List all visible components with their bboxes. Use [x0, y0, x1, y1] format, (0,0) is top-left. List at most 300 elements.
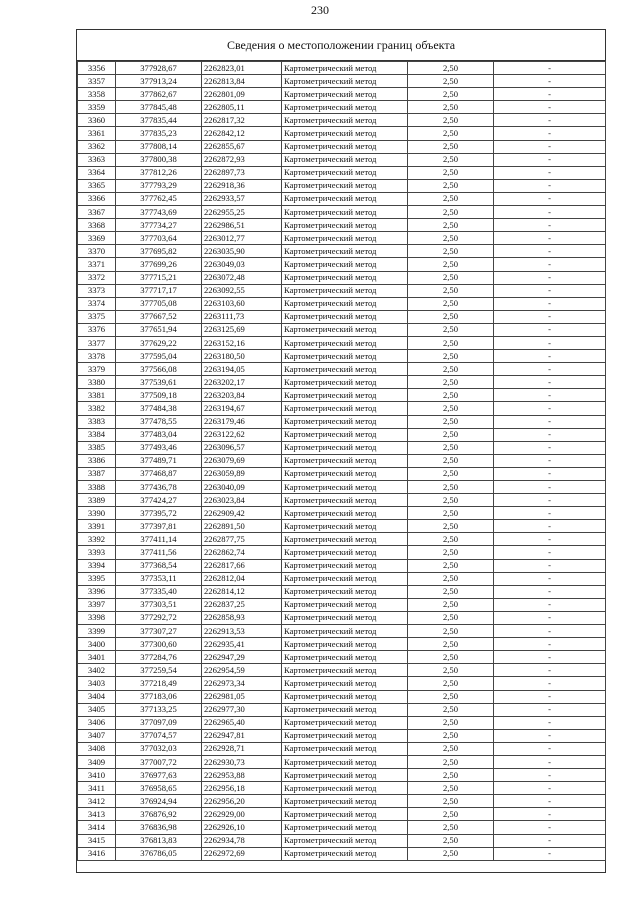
x-coordinate-cell: 377762,45 — [116, 192, 202, 205]
table-row — [78, 520, 606, 533]
description-cell: - — [494, 258, 606, 271]
table-row — [78, 441, 606, 454]
x-coordinate-cell: 377259,54 — [116, 664, 202, 677]
description-cell: - — [494, 140, 606, 153]
x-coordinate-cell: 377629,22 — [116, 336, 202, 349]
x-coordinate-cell: 377743,69 — [116, 206, 202, 219]
x-coordinate-cell: 377489,71 — [116, 454, 202, 467]
description-cell: - — [494, 127, 606, 140]
method-cell: Картометрический метод — [282, 467, 408, 480]
description-cell: - — [494, 546, 606, 559]
point-number-cell: 3402 — [78, 664, 116, 677]
description-cell: - — [494, 664, 606, 677]
point-number-cell: 3363 — [78, 153, 116, 166]
description-cell: - — [494, 520, 606, 533]
method-cell: Картометрический метод — [282, 245, 408, 258]
table-row — [78, 245, 606, 258]
y-coordinate-cell: 2262934,78 — [202, 834, 282, 847]
precision-cell: 2,50 — [408, 611, 494, 624]
table-row — [78, 481, 606, 494]
precision-cell: 2,50 — [408, 585, 494, 598]
y-coordinate-cell: 2262813,84 — [202, 75, 282, 88]
precision-cell: 2,50 — [408, 729, 494, 742]
y-coordinate-cell: 2262817,32 — [202, 114, 282, 127]
x-coordinate-cell: 377835,44 — [116, 114, 202, 127]
point-number-cell: 3414 — [78, 821, 116, 834]
x-coordinate-cell: 377734,27 — [116, 219, 202, 232]
table-row — [78, 795, 606, 808]
point-number-cell: 3376 — [78, 323, 116, 336]
x-coordinate-cell: 377539,61 — [116, 376, 202, 389]
description-cell: - — [494, 428, 606, 441]
precision-cell: 2,50 — [408, 245, 494, 258]
table-row — [78, 729, 606, 742]
method-cell: Картометрический метод — [282, 847, 408, 860]
description-cell: - — [494, 323, 606, 336]
method-cell: Картометрический метод — [282, 415, 408, 428]
y-coordinate-cell: 2262986,51 — [202, 219, 282, 232]
y-coordinate-cell: 2263203,84 — [202, 389, 282, 402]
y-coordinate-cell: 2263049,03 — [202, 258, 282, 271]
x-coordinate-cell: 377651,94 — [116, 323, 202, 336]
y-coordinate-cell: 2262954,59 — [202, 664, 282, 677]
point-number-cell: 3408 — [78, 742, 116, 755]
point-number-cell: 3370 — [78, 245, 116, 258]
y-coordinate-cell: 2263035,90 — [202, 245, 282, 258]
point-number-cell: 3386 — [78, 454, 116, 467]
description-cell: - — [494, 638, 606, 651]
point-number-cell: 3401 — [78, 651, 116, 664]
method-cell: Картометрический метод — [282, 179, 408, 192]
y-coordinate-cell: 2263202,17 — [202, 376, 282, 389]
method-cell: Картометрический метод — [282, 350, 408, 363]
precision-cell: 2,50 — [408, 376, 494, 389]
table-row — [78, 559, 606, 572]
method-cell: Картометрический метод — [282, 140, 408, 153]
x-coordinate-cell: 377667,52 — [116, 310, 202, 323]
x-coordinate-cell: 377424,27 — [116, 494, 202, 507]
y-coordinate-cell: 2262801,09 — [202, 88, 282, 101]
table-row — [78, 297, 606, 310]
description-cell: - — [494, 454, 606, 467]
precision-cell: 2,50 — [408, 546, 494, 559]
description-cell: - — [494, 559, 606, 572]
table-row — [78, 62, 606, 75]
table-row — [78, 533, 606, 546]
y-coordinate-cell: 2262877,75 — [202, 533, 282, 546]
precision-cell: 2,50 — [408, 454, 494, 467]
y-coordinate-cell: 2263103,60 — [202, 297, 282, 310]
description-cell: - — [494, 297, 606, 310]
method-cell: Картометрический метод — [282, 585, 408, 598]
point-number-cell: 3398 — [78, 611, 116, 624]
method-cell: Картометрический метод — [282, 795, 408, 808]
method-cell: Картометрический метод — [282, 546, 408, 559]
boundary-info-frame — [76, 29, 606, 873]
method-cell: Картометрический метод — [282, 782, 408, 795]
precision-cell: 2,50 — [408, 363, 494, 376]
method-cell: Картометрический метод — [282, 441, 408, 454]
description-cell: - — [494, 153, 606, 166]
method-cell: Картометрический метод — [282, 62, 408, 75]
table-row — [78, 101, 606, 114]
precision-cell: 2,50 — [408, 297, 494, 310]
x-coordinate-cell: 377484,38 — [116, 402, 202, 415]
table-row — [78, 821, 606, 834]
x-coordinate-cell: 377928,67 — [116, 62, 202, 75]
description-cell: - — [494, 507, 606, 520]
x-coordinate-cell: 377493,46 — [116, 441, 202, 454]
y-coordinate-cell: 2262891,50 — [202, 520, 282, 533]
x-coordinate-cell: 377300,60 — [116, 638, 202, 651]
y-coordinate-cell: 2262812,04 — [202, 572, 282, 585]
point-number-cell: 3360 — [78, 114, 116, 127]
precision-cell: 2,50 — [408, 62, 494, 75]
x-coordinate-cell: 377183,06 — [116, 690, 202, 703]
y-coordinate-cell: 2262930,73 — [202, 755, 282, 768]
y-coordinate-cell: 2262823,01 — [202, 62, 282, 75]
method-cell: Картометрический метод — [282, 742, 408, 755]
precision-cell: 2,50 — [408, 350, 494, 363]
point-number-cell: 3373 — [78, 284, 116, 297]
point-number-cell: 3369 — [78, 232, 116, 245]
description-cell: - — [494, 271, 606, 284]
method-cell: Картометрический метод — [282, 219, 408, 232]
point-number-cell: 3375 — [78, 310, 116, 323]
table-row — [78, 258, 606, 271]
description-cell: - — [494, 415, 606, 428]
precision-cell: 2,50 — [408, 323, 494, 336]
description-cell: - — [494, 467, 606, 480]
precision-cell: 2,50 — [408, 467, 494, 480]
x-coordinate-cell: 377845,48 — [116, 101, 202, 114]
method-cell: Картометрический метод — [282, 153, 408, 166]
point-number-cell: 3381 — [78, 389, 116, 402]
precision-cell: 2,50 — [408, 219, 494, 232]
point-number-cell: 3367 — [78, 206, 116, 219]
method-cell: Картометрический метод — [282, 389, 408, 402]
point-number-cell: 3394 — [78, 559, 116, 572]
description-cell: - — [494, 75, 606, 88]
point-number-cell: 3389 — [78, 494, 116, 507]
y-coordinate-cell: 2262862,74 — [202, 546, 282, 559]
description-cell: - — [494, 179, 606, 192]
method-cell: Картометрический метод — [282, 808, 408, 821]
point-number-cell: 3374 — [78, 297, 116, 310]
description-cell: - — [494, 821, 606, 834]
precision-cell: 2,50 — [408, 402, 494, 415]
table-row — [78, 638, 606, 651]
precision-cell: 2,50 — [408, 625, 494, 638]
description-cell: - — [494, 598, 606, 611]
table-row — [78, 847, 606, 860]
point-number-cell: 3362 — [78, 140, 116, 153]
x-coordinate-cell: 377595,04 — [116, 350, 202, 363]
description-cell: - — [494, 166, 606, 179]
precision-cell: 2,50 — [408, 206, 494, 219]
point-number-cell: 3361 — [78, 127, 116, 140]
y-coordinate-cell: 2262977,30 — [202, 703, 282, 716]
method-cell: Картометрический метод — [282, 284, 408, 297]
description-cell: - — [494, 481, 606, 494]
method-cell: Картометрический метод — [282, 192, 408, 205]
y-coordinate-cell: 2263125,69 — [202, 323, 282, 336]
y-coordinate-cell: 2262858,93 — [202, 611, 282, 624]
precision-cell: 2,50 — [408, 782, 494, 795]
point-number-cell: 3391 — [78, 520, 116, 533]
y-coordinate-cell: 2262955,25 — [202, 206, 282, 219]
description-cell: - — [494, 611, 606, 624]
y-coordinate-cell: 2263079,69 — [202, 454, 282, 467]
y-coordinate-cell: 2262805,11 — [202, 101, 282, 114]
point-number-cell: 3393 — [78, 546, 116, 559]
precision-cell: 2,50 — [408, 336, 494, 349]
description-cell: - — [494, 585, 606, 598]
method-cell: Картометрический метод — [282, 572, 408, 585]
x-coordinate-cell: 377292,72 — [116, 611, 202, 624]
point-number-cell: 3390 — [78, 507, 116, 520]
y-coordinate-cell: 2262817,66 — [202, 559, 282, 572]
point-number-cell: 3365 — [78, 179, 116, 192]
y-coordinate-cell: 2262965,40 — [202, 716, 282, 729]
description-cell: - — [494, 206, 606, 219]
table-row — [78, 376, 606, 389]
table-row — [78, 703, 606, 716]
description-cell: - — [494, 769, 606, 782]
description-cell: - — [494, 795, 606, 808]
point-number-cell: 3410 — [78, 769, 116, 782]
point-number-cell: 3400 — [78, 638, 116, 651]
x-coordinate-cell: 377436,78 — [116, 481, 202, 494]
table-row — [78, 192, 606, 205]
point-number-cell: 3387 — [78, 467, 116, 480]
method-cell: Картометрический метод — [282, 402, 408, 415]
method-cell: Картометрический метод — [282, 297, 408, 310]
y-coordinate-cell: 2262973,34 — [202, 677, 282, 690]
point-number-cell: 3384 — [78, 428, 116, 441]
point-number-cell: 3409 — [78, 755, 116, 768]
x-coordinate-cell: 377032,03 — [116, 742, 202, 755]
method-cell: Картометрический метод — [282, 428, 408, 441]
precision-cell: 2,50 — [408, 755, 494, 768]
y-coordinate-cell: 2262926,10 — [202, 821, 282, 834]
x-coordinate-cell: 377913,24 — [116, 75, 202, 88]
precision-cell: 2,50 — [408, 310, 494, 323]
description-cell: - — [494, 716, 606, 729]
precision-cell: 2,50 — [408, 677, 494, 690]
point-number-cell: 3364 — [78, 166, 116, 179]
method-cell: Картометрический метод — [282, 271, 408, 284]
x-coordinate-cell: 377703,64 — [116, 232, 202, 245]
point-number-cell: 3357 — [78, 75, 116, 88]
x-coordinate-cell: 377483,04 — [116, 428, 202, 441]
y-coordinate-cell: 2262842,12 — [202, 127, 282, 140]
method-cell: Картометрический метод — [282, 376, 408, 389]
method-cell: Картометрический метод — [282, 611, 408, 624]
description-cell: - — [494, 363, 606, 376]
method-cell: Картометрический метод — [282, 834, 408, 847]
table-row — [78, 585, 606, 598]
table-row — [78, 716, 606, 729]
y-coordinate-cell: 2262935,41 — [202, 638, 282, 651]
x-coordinate-cell: 377307,27 — [116, 625, 202, 638]
table-row — [78, 834, 606, 847]
precision-cell: 2,50 — [408, 140, 494, 153]
precision-cell: 2,50 — [408, 808, 494, 821]
y-coordinate-cell: 2263152,16 — [202, 336, 282, 349]
y-coordinate-cell: 2263179,46 — [202, 415, 282, 428]
precision-cell: 2,50 — [408, 690, 494, 703]
table-row — [78, 611, 606, 624]
table-row — [78, 755, 606, 768]
y-coordinate-cell: 2262928,71 — [202, 742, 282, 755]
description-cell: - — [494, 389, 606, 402]
method-cell: Картометрический метод — [282, 677, 408, 690]
x-coordinate-cell: 377835,23 — [116, 127, 202, 140]
table-row — [78, 323, 606, 336]
table-row — [78, 232, 606, 245]
precision-cell: 2,50 — [408, 271, 494, 284]
description-cell: - — [494, 350, 606, 363]
point-number-cell: 3372 — [78, 271, 116, 284]
point-number-cell: 3415 — [78, 834, 116, 847]
x-coordinate-cell: 377411,14 — [116, 533, 202, 546]
description-cell: - — [494, 729, 606, 742]
y-coordinate-cell: 2263194,05 — [202, 363, 282, 376]
y-coordinate-cell: 2263180,50 — [202, 350, 282, 363]
table-row — [78, 271, 606, 284]
description-cell: - — [494, 572, 606, 585]
method-cell: Картометрический метод — [282, 533, 408, 546]
method-cell: Картометрический метод — [282, 258, 408, 271]
precision-cell: 2,50 — [408, 75, 494, 88]
precision-cell: 2,50 — [408, 742, 494, 755]
x-coordinate-cell: 376813,83 — [116, 834, 202, 847]
description-cell: - — [494, 703, 606, 716]
method-cell: Картометрический метод — [282, 114, 408, 127]
x-coordinate-cell: 377793,29 — [116, 179, 202, 192]
coordinates-table-body — [78, 62, 606, 861]
y-coordinate-cell: 2262981,05 — [202, 690, 282, 703]
table-row — [78, 651, 606, 664]
x-coordinate-cell: 377368,54 — [116, 559, 202, 572]
y-coordinate-cell: 2262956,18 — [202, 782, 282, 795]
table-row — [78, 664, 606, 677]
y-coordinate-cell: 2263023,84 — [202, 494, 282, 507]
point-number-cell: 3385 — [78, 441, 116, 454]
table-row — [78, 127, 606, 140]
y-coordinate-cell: 2262837,25 — [202, 598, 282, 611]
method-cell: Картометрический метод — [282, 690, 408, 703]
precision-cell: 2,50 — [408, 114, 494, 127]
table-row — [78, 166, 606, 179]
precision-cell: 2,50 — [408, 428, 494, 441]
method-cell: Картометрический метод — [282, 703, 408, 716]
method-cell: Картометрический метод — [282, 821, 408, 834]
precision-cell: 2,50 — [408, 481, 494, 494]
method-cell: Картометрический метод — [282, 559, 408, 572]
point-number-cell: 3412 — [78, 795, 116, 808]
description-cell: - — [494, 808, 606, 821]
x-coordinate-cell: 377468,87 — [116, 467, 202, 480]
precision-cell: 2,50 — [408, 769, 494, 782]
section-title: Сведения о местоположении границ объекта — [77, 30, 605, 61]
precision-cell: 2,50 — [408, 179, 494, 192]
method-cell: Картометрический метод — [282, 88, 408, 101]
point-number-cell: 3380 — [78, 376, 116, 389]
point-number-cell: 3378 — [78, 350, 116, 363]
description-cell: - — [494, 114, 606, 127]
method-cell: Картометрический метод — [282, 323, 408, 336]
coordinates-table — [77, 61, 606, 861]
method-cell: Картометрический метод — [282, 598, 408, 611]
x-coordinate-cell: 377699,26 — [116, 258, 202, 271]
description-cell: - — [494, 376, 606, 389]
table-row — [78, 75, 606, 88]
precision-cell: 2,50 — [408, 415, 494, 428]
point-number-cell: 3358 — [78, 88, 116, 101]
table-row — [78, 140, 606, 153]
point-number-cell: 3356 — [78, 62, 116, 75]
x-coordinate-cell: 377411,56 — [116, 546, 202, 559]
description-cell: - — [494, 755, 606, 768]
table-row — [78, 598, 606, 611]
x-coordinate-cell: 377812,26 — [116, 166, 202, 179]
y-coordinate-cell: 2262947,81 — [202, 729, 282, 742]
precision-cell: 2,50 — [408, 494, 494, 507]
description-cell: - — [494, 62, 606, 75]
precision-cell: 2,50 — [408, 232, 494, 245]
point-number-cell: 3416 — [78, 847, 116, 860]
point-number-cell: 3404 — [78, 690, 116, 703]
x-coordinate-cell: 377705,08 — [116, 297, 202, 310]
x-coordinate-cell: 377397,81 — [116, 520, 202, 533]
method-cell: Картометрический метод — [282, 507, 408, 520]
description-cell: - — [494, 847, 606, 860]
method-cell: Картометрический метод — [282, 166, 408, 179]
method-cell: Картометрический метод — [282, 625, 408, 638]
precision-cell: 2,50 — [408, 507, 494, 520]
point-number-cell: 3396 — [78, 585, 116, 598]
precision-cell: 2,50 — [408, 520, 494, 533]
description-cell: - — [494, 625, 606, 638]
method-cell: Картометрический метод — [282, 520, 408, 533]
x-coordinate-cell: 377303,51 — [116, 598, 202, 611]
y-coordinate-cell: 2262913,53 — [202, 625, 282, 638]
precision-cell: 2,50 — [408, 533, 494, 546]
method-cell: Картометрический метод — [282, 755, 408, 768]
y-coordinate-cell: 2262929,00 — [202, 808, 282, 821]
description-cell: - — [494, 651, 606, 664]
method-cell: Картометрический метод — [282, 664, 408, 677]
y-coordinate-cell: 2263092,55 — [202, 284, 282, 297]
y-coordinate-cell: 2263059,89 — [202, 467, 282, 480]
table-row — [78, 742, 606, 755]
table-row — [78, 415, 606, 428]
x-coordinate-cell: 376977,63 — [116, 769, 202, 782]
precision-cell: 2,50 — [408, 127, 494, 140]
y-coordinate-cell: 2263194,67 — [202, 402, 282, 415]
table-row — [78, 572, 606, 585]
precision-cell: 2,50 — [408, 795, 494, 808]
table-row — [78, 153, 606, 166]
precision-cell: 2,50 — [408, 441, 494, 454]
description-cell: - — [494, 677, 606, 690]
precision-cell: 2,50 — [408, 101, 494, 114]
point-number-cell: 3366 — [78, 192, 116, 205]
method-cell: Картометрический метод — [282, 75, 408, 88]
method-cell: Картометрический метод — [282, 494, 408, 507]
